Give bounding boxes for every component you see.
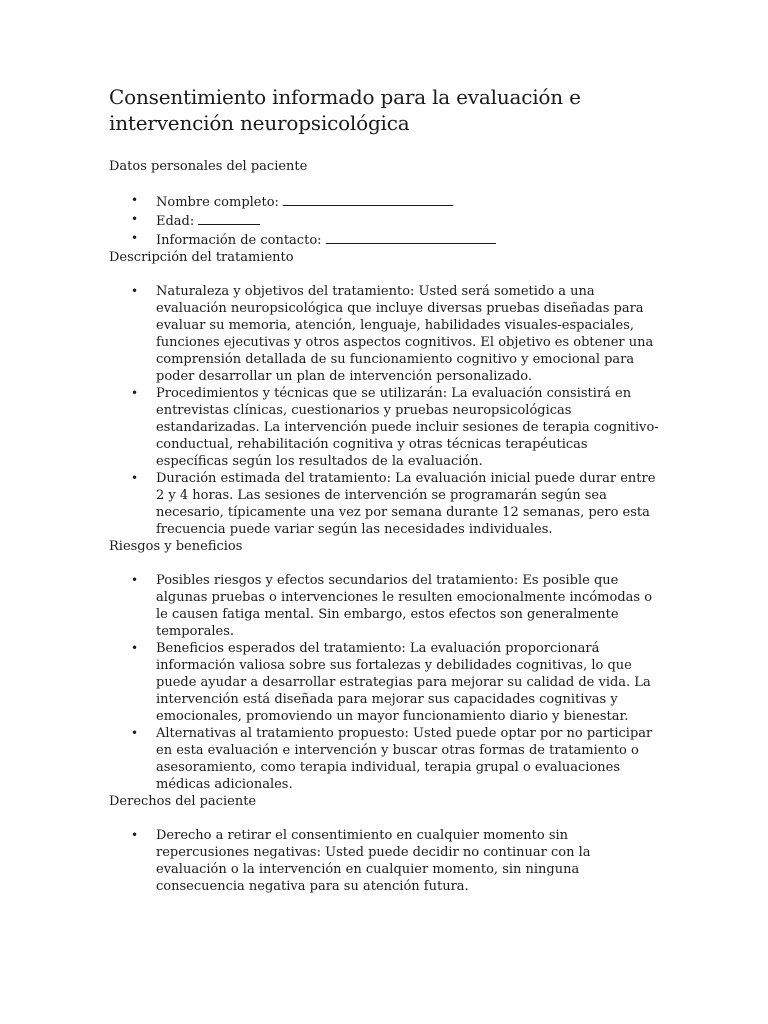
bullet-icon: • [131, 573, 139, 587]
document-title: Consentimiento informado para la evaluación e intervención neuropsicológica [109, 85, 581, 135]
bullet-icon: • [131, 726, 139, 740]
list-item [109, 211, 661, 230]
full-name-blank-field[interactable] [283, 192, 453, 206]
bullet-icon: • [131, 212, 139, 226]
section-heading-risks: Riesgos y beneficios [109, 539, 243, 554]
bullet-icon: • [131, 471, 139, 485]
benefits-text: Beneficios esperados del tratamiento: La evaluación proporcionará información valiosa sobre sus fortalezas y debilidades cognitivas, lo que puede ayudar a desarrollar estrategias para mejorar su calidad de vida. La intervención está diseñada para mejorar sus capacidades cognitivas y emocionales, promoviendo un mayor funcionamiento diario y bienestar. [156, 641, 651, 724]
risks-list [109, 572, 661, 793]
rights-list [109, 827, 661, 895]
treatment-procedures-text: Procedimientos y técnicas que se utilizarán: La evaluación consistirá en entrevistas clínicas, cuestionarios y pruebas neuropsicológicas estandarizadas. La intervención puede incluir sesiones de terapia cognitivo-conductual, rehabilitación cognitiva y otras técnicas terapéuticas específicas según los resultados de la evaluación. [156, 386, 659, 469]
age-blank-field[interactable] [198, 211, 260, 225]
section-heading-rights: Derechos del paciente [109, 794, 257, 809]
section-heading-treatment: Descripción del tratamiento [109, 250, 294, 265]
age-label: Edad: [156, 214, 195, 229]
risks-text: Posibles riesgos y efectos secundarios del tratamiento: Es posible que algunas pruebas o intervenciones le resulten emocionalmente incómodas o le causen fatiga mental. Sin embargo, estos efectos son generalmente temporales. [156, 573, 653, 639]
bullet-icon: • [131, 284, 139, 298]
list-item [109, 725, 661, 793]
list-item [109, 385, 661, 470]
treatment-list [109, 283, 661, 538]
document-page [109, 84, 661, 895]
withdraw-consent-text: Derecho a retirar el consentimiento en cualquier momento sin repercusiones negativas: Usted puede decidir no continuar con la evaluación o la intervención en cualquier momento, sin ninguna consecuencia negativa para su atención futura. [156, 828, 591, 894]
bullet-icon: • [131, 193, 139, 207]
list-item [109, 827, 661, 895]
bullet-icon: • [131, 641, 139, 655]
list-item [109, 192, 661, 211]
section-heading-personal-data: Datos personales del paciente [109, 159, 308, 174]
list-item [109, 640, 661, 725]
list-item [109, 572, 661, 640]
treatment-duration-text: Duración estimada del tratamiento: La evaluación inicial puede durar entre 2 y 4 horas. Las sesiones de intervención se programarán según sea necesario, típicamente una vez por semana durante 12 semanas, pero esta frecuencia puede variar según las necesidades individuales. [156, 471, 656, 537]
list-item [109, 283, 661, 385]
full-name-label: Nombre completo: [156, 195, 279, 210]
contact-info-blank-field[interactable] [326, 230, 496, 244]
treatment-nature-text: Naturaleza y objetivos del tratamiento: Usted será sometido a una evaluación neuropsicológica que incluye diversas pruebas diseñadas para evaluar su memoria, atención, lenguaje, habilidades visuales-espaciales, funciones ejecutivas y otros aspectos cognitivos. El objetivo es obtener una comprensión detallada de su funcionamiento cognitivo y emocional para poder desarrollar un plan de intervención personalizado. [156, 284, 654, 384]
bullet-icon: • [131, 386, 139, 400]
contact-info-label: Información de contacto: [156, 233, 322, 248]
bullet-icon: • [131, 231, 139, 245]
list-item [109, 470, 661, 538]
alternatives-text: Alternativas al tratamiento propuesto: Usted puede optar por no participar en esta evaluación e intervención y buscar otras formas de tratamiento o asesoramiento, como terapia individual, terapia grupal o evaluaciones médicas adicionales. [156, 726, 653, 792]
list-item [109, 230, 661, 249]
personal-data-list [109, 192, 661, 249]
bullet-icon: • [131, 828, 139, 842]
